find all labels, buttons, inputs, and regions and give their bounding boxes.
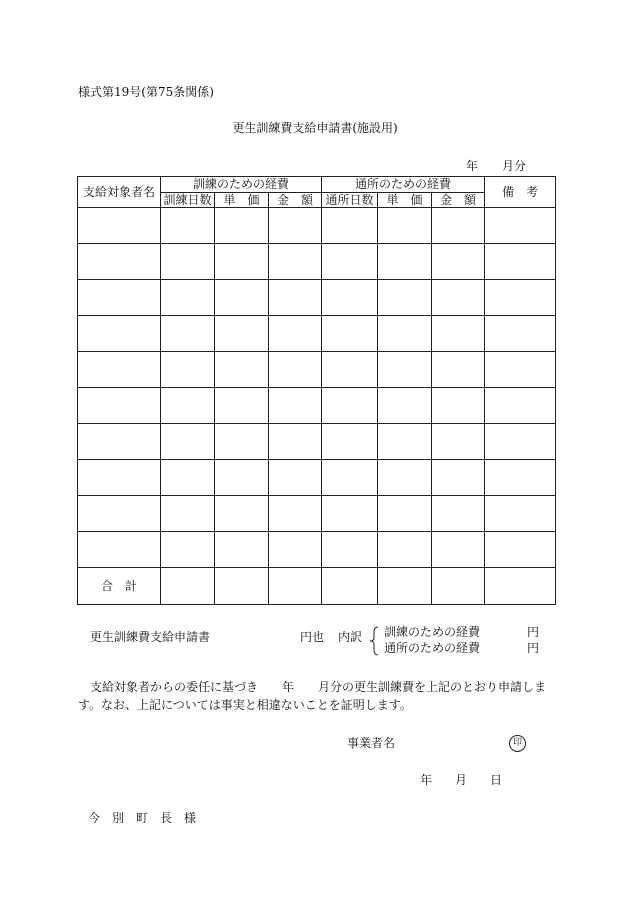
- breakdown-item-commute: 通所のための経費: [384, 641, 481, 655]
- table-row: [78, 532, 556, 568]
- total-commute-amount-cell: [432, 568, 485, 605]
- commute-days-cell: [322, 208, 378, 244]
- summary-label: 更生訓練費支給申請書: [90, 630, 211, 644]
- training-unit-price-cell: [215, 208, 269, 244]
- commute-amount-cell: [432, 424, 485, 460]
- commute-amount-cell: [432, 316, 485, 352]
- yen-ya-label: 円也: [300, 630, 325, 644]
- commute-days-cell: [322, 244, 378, 280]
- commute-days-cell: [322, 388, 378, 424]
- training-amount-cell: [269, 532, 322, 568]
- training-amount-cell: [269, 208, 322, 244]
- table-row: [78, 424, 556, 460]
- commute-unit-price-cell: [378, 424, 432, 460]
- date-day: 日: [490, 773, 503, 787]
- training-days-header: 訓練日数: [161, 193, 215, 208]
- total-commute-unit-price-cell: [378, 568, 432, 605]
- training-unit-price-cell: [215, 496, 269, 532]
- commute-days-cell: [322, 532, 378, 568]
- commute-days-cell: [322, 424, 378, 460]
- remarks-cell: [485, 532, 556, 568]
- training-amount-cell: [269, 388, 322, 424]
- commute-unit-price-cell: [378, 532, 432, 568]
- training-amount-cell: [269, 280, 322, 316]
- commute-unit-price-cell: [378, 244, 432, 280]
- training-unit-price-header: 単 価: [215, 193, 269, 208]
- training-unit-price-cell: [215, 244, 269, 280]
- name-cell: [78, 316, 161, 352]
- commute-days-cell: [322, 316, 378, 352]
- remarks-cell: [485, 244, 556, 280]
- name-cell: [78, 532, 161, 568]
- expense-table: [77, 176, 556, 605]
- training-days-cell: [161, 460, 215, 496]
- training-amount-cell: [269, 316, 322, 352]
- training-unit-price-cell: [215, 460, 269, 496]
- training-expense-header: 訓練のための経費: [161, 177, 322, 193]
- remarks-cell: [485, 424, 556, 460]
- commute-unit-price-cell: [378, 352, 432, 388]
- breakdown-unit-training: 円: [527, 625, 540, 639]
- commute-amount-cell: [432, 460, 485, 496]
- form-number: 様式第19号(第75条関係): [78, 85, 214, 99]
- page-title: 更生訓練費支給申請書(施設用): [232, 121, 398, 135]
- training-days-cell: [161, 532, 215, 568]
- commute-unit-price-cell: [378, 388, 432, 424]
- remarks-cell: [485, 388, 556, 424]
- table-row: [78, 316, 556, 352]
- name-cell: [78, 280, 161, 316]
- breakdown-label: 内訳: [338, 630, 363, 644]
- commute-days-cell: [322, 460, 378, 496]
- table-row: [78, 208, 556, 244]
- training-unit-price-cell: [215, 316, 269, 352]
- remarks-cell: [485, 352, 556, 388]
- commute-days-cell: [322, 496, 378, 532]
- training-unit-price-cell: [215, 352, 269, 388]
- training-days-cell: [161, 208, 215, 244]
- remarks-cell: [485, 316, 556, 352]
- remarks-cell: [485, 280, 556, 316]
- training-unit-price-cell: [215, 424, 269, 460]
- commute-amount-cell: [432, 496, 485, 532]
- commute-expense-header: 通所のための経費: [322, 177, 485, 193]
- name-cell: [78, 424, 161, 460]
- seal-mark: 印: [509, 735, 526, 752]
- name-cell: [78, 244, 161, 280]
- name-cell: [78, 208, 161, 244]
- commute-unit-price-cell: [378, 280, 432, 316]
- table-row: [78, 280, 556, 316]
- training-days-cell: [161, 244, 215, 280]
- remarks-cell: [485, 460, 556, 496]
- commute-unit-price-header: 単 価: [378, 193, 432, 208]
- total-training-unit-price-cell: [215, 568, 269, 605]
- table-row: [78, 352, 556, 388]
- total-training-amount-cell: [269, 568, 322, 605]
- training-days-cell: [161, 388, 215, 424]
- total-label: 合 計: [78, 568, 161, 605]
- commute-amount-cell: [432, 208, 485, 244]
- training-amount-cell: [269, 352, 322, 388]
- commute-amount-cell: [432, 388, 485, 424]
- period-label: 年 月分: [466, 159, 527, 173]
- commute-amount-cell: [432, 280, 485, 316]
- training-days-cell: [161, 424, 215, 460]
- table-row: [78, 460, 556, 496]
- name-cell: [78, 352, 161, 388]
- commute-unit-price-cell: [378, 208, 432, 244]
- date-year: 年: [420, 773, 433, 787]
- total-training-days-cell: [161, 568, 215, 605]
- addressee: 今 別 町 長 様: [88, 811, 197, 825]
- breakdown-unit-commute: 円: [527, 641, 540, 655]
- commute-amount-header: 金 額: [432, 193, 485, 208]
- commute-days-cell: [322, 352, 378, 388]
- training-unit-price-cell: [215, 280, 269, 316]
- training-amount-header: 金 額: [269, 193, 322, 208]
- commute-unit-price-cell: [378, 496, 432, 532]
- name-cell: [78, 496, 161, 532]
- commute-amount-cell: [432, 244, 485, 280]
- table-row: [78, 496, 556, 532]
- table-row: [78, 388, 556, 424]
- training-amount-cell: [269, 424, 322, 460]
- commute-unit-price-cell: [378, 460, 432, 496]
- name-cell: [78, 460, 161, 496]
- training-amount-cell: [269, 460, 322, 496]
- brace-icon: [368, 626, 380, 656]
- name-header: 支給対象者名: [78, 177, 161, 208]
- commute-unit-price-cell: [378, 316, 432, 352]
- commute-amount-cell: [432, 352, 485, 388]
- training-unit-price-cell: [215, 532, 269, 568]
- date-month: 月: [455, 773, 468, 787]
- training-days-cell: [161, 280, 215, 316]
- remarks-cell: [485, 208, 556, 244]
- name-cell: [78, 388, 161, 424]
- total-remarks-cell: [485, 568, 556, 605]
- remarks-cell: [485, 496, 556, 532]
- header-row-1: [78, 177, 556, 193]
- remarks-header: 備 考: [485, 177, 556, 208]
- certification-statement: 支給対象者からの委任に基づき 年 月分の更生訓練費を上記のとおり申請します。なお、上記については事実と相違ないことを証明します。: [78, 680, 547, 712]
- business-name-label: 事業者名: [347, 736, 396, 750]
- training-days-cell: [161, 496, 215, 532]
- table-row: [78, 244, 556, 280]
- total-row: [78, 568, 556, 605]
- commute-days-header: 通所日数: [322, 193, 378, 208]
- training-amount-cell: [269, 496, 322, 532]
- commute-amount-cell: [432, 532, 485, 568]
- breakdown-item-training: 訓練のための経費: [384, 625, 481, 639]
- total-commute-days-cell: [322, 568, 378, 605]
- training-days-cell: [161, 316, 215, 352]
- training-unit-price-cell: [215, 388, 269, 424]
- commute-days-cell: [322, 280, 378, 316]
- training-days-cell: [161, 352, 215, 388]
- training-amount-cell: [269, 244, 322, 280]
